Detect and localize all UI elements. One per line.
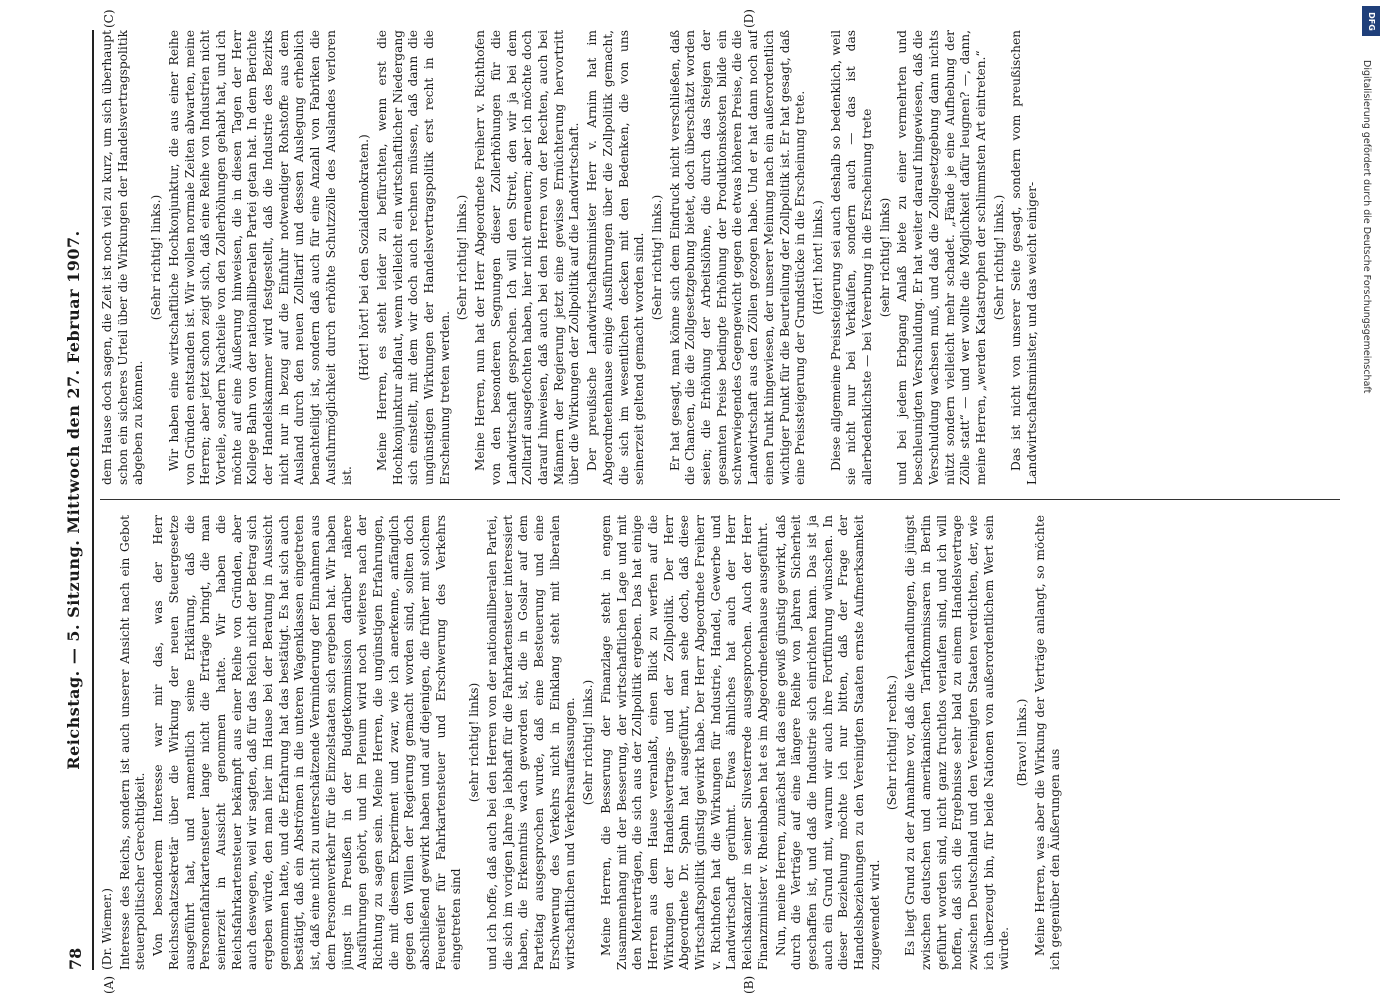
page-number: 78: [66, 947, 85, 970]
left-column-paragraph: (sehr richtig! links): [467, 682, 482, 803]
left-column-paragraph: Nun, meine Herren, zunächst hat das eine gewiß günstig gewirkt, daß durch die Verträge auf eine längere Reihe von Jahren Sicherheit geschaffen ist, und daß die Industrie sich einrichten kann. Das ist ja auch ein Grund mit, warum wir auch ihre Fortführung wünschen. In dieser Beziehung möchte ich nur bitten, daß der Frage der Handelsbeziehungen zu den Vereinigten Staaten ernste Aufmerksamkeit zugewendet wird.: [773, 515, 882, 970]
left-column-paragraph: Meine Herren, was aber die Wirkung der Verträge anlangt, so möchte ich gegenüber den Äußerungen aus: [1032, 515, 1063, 970]
left-column-paragraph: Meine Herren, die Besserung der Finanzlage steht in engem Zusammenhang mit der Besserung, der wirtschaftlichen Lage und mit den Mehrerträgen, die sich aus der Zollpolitik ergeben. Das hat einige Herren aus dem Hause veranlaßt, einen Blick zu werfen auf die Wirkungen der Handelsvertrags- und der Zollpolitik. Der Herr Abgeordnete Dr. Spahn hat ausgeführt, man sehe doch, daß diese Wirtschaftspolitik günstig gewirkt habe. Der Herr Abgeordnete Freiherr v. Richthofen hat die Wirkungen für Industrie, Handel, Gewerbe und Landwirtschaft gerühmt. Etwas ähnliches hat auch der Herr Reichskanzler in seiner Silvesterrede ausgesprochen. Auch der Herr Finanzminister v. Rheinbaben hat es im Abgeordnetenhause ausgeführt.: [598, 515, 770, 970]
left-column-paragraph: Interesse des Reichs, sondern ist auch unserer Ansicht nach ein Gebot steuerpolitischer Gerechtigkeit.: [117, 515, 148, 970]
margin-marker-d: (D): [742, 9, 756, 28]
margin-marker-c: (C): [102, 9, 116, 28]
digitization-note: [1361, 20, 1373, 980]
right-column-paragraph: (Sehr richtig! links.): [455, 194, 470, 321]
right-column-paragraph: (Sehr richtig! links.): [991, 194, 1006, 321]
right-column: [100, 30, 1340, 485]
left-column-paragraph: Es liegt Grund zu der Annahme vor, daß die Verhandlungen, die jüngst zwischen deutschen und amerikanischen Tarifkommissaren in Berlin geführt worden sind, nicht ganz fruchtlos verlaufen sind, und ich will hoffen, daß sich die Ergebnisse sehr bald zu einem Handelsvertrage zwischen Deutschland und den Vereinigten Staaten verdichten, der, wie ich überzeugt bin, für beide Nationen von außerordentlichem Wert sein würde.: [903, 515, 1012, 970]
left-column-paragraph: Von besonderem Interesse war mir das, was der Herr Reichsschatzsekretär über die Wirkung der neuen Steuergesetze ausgeführt hat, und namentlich seine Erklärung, daß die Personenfahrkartensteuer lange nicht die Erträge bringt, die man seinerzeit in Aussicht genommen hatte. Wir haben die Reichsfahrkartensteuer bekämpft aus einer Reihe von Gründen, aber auch deswegen, weil wir sagten, daß für das Reich nicht der Betrag sich ergeben würde, den man hier im Hause bei der Beratung in Aussicht genommen hatte, und die Erfahrung hat das bestätigt. Es hat sich auch bestätigt, daß ein Abströmen in die unteren Wagenklassen eingetreten ist, daß eine nicht zu unterschätzende Verminderung der Einnahmen aus dem Personenverkehr für die Einzelstaaten sich ergeben hat. Wir haben jüngst in Preußen in der Budgetkommission darüber nähere Ausführungen gehört, und im Plenum wird noch weiteres nach der Richtung zu sagen sein. Meine Herren, die ungünstigen Erfahrungen, die mit diesem Experiment und zwar, wie ich anerkenne, anfänglich gegen den Willen der Regierung gemacht worden sind, sollten doch abschließend gewirkt haben und auf diejenigen, die früher mit solchem Feuereifer für Fahrkartensteuer und Erschwerung des Verkehrs eingetreten sind: [151, 515, 464, 970]
right-column-paragraph: Der preußische Landwirtschaftsminister Herr v. Arnim hat im Abgeordnetenhause einige Ausführungen über die Zollpolitik gemacht, die sich im wesentlichen decken mit den Bedenken, die von uns seinerzeit geltend gemacht worden sind.: [585, 30, 647, 485]
column-divider: [100, 499, 1340, 500]
right-column-paragraph: und bei jedem Erbgang Anlaß biete zu einer vermehrten und beschleunigten Verschuldung. Er hat weiter darauf hingewiesen, daß die Verschuldung wachsen muß, und daß die Zollgesetzgebung dann nichts nützt sondern vielleicht mehr schadet. „Fände je eine Aufhebung der Zölle statt“ — und wer wollte die Möglichkeit dafür leugnen? —, dann, meine Herren, „werden Katastrophen der schlimmsten Art eintreten.“: [895, 30, 988, 485]
left-column-paragraph: (Dr. Wiemer.): [100, 887, 114, 970]
right-column-paragraph: (Hört! hört! bei den Sozialdemokraten.): [357, 134, 372, 381]
right-column-paragraph: Wir haben eine wirtschaftliche Hochkonjunktur, die aus einer Reihe von Gründen entstanden ist. Wir wollen normale Zeiten abwarten, meine Herren; aber jetzt schon zeigt sich, daß eine Reihe von Industrien nicht Vorteile, sondern Nachteile von den Zollerhöhungen gehabt hat, und ich möchte auf eine Äußerung hinweisen, die in diesen Tagen der Herr Kollege Bahn von der nationalliberalen Partei getan hat. In dem Berichte der Handelskammer wird festgestellt, daß die Industrie des Bezirks nicht nur in bezug auf die Einfuhr notwendiger Rohstoffe aus dem Ausland durch den neuen Zolltarif und dessen Auslegung erheblich benachteiligt ist, sondern daß auch für eine Anzahl von Fabriken die Ausfuhrmöglichkeit durch erhöhte Schutzzölle des Auslandes verloren ist.: [166, 30, 354, 485]
dfg-logo: DFG: [1362, 6, 1380, 36]
right-column-paragraph: dem Hause doch sagen, die Zeit ist noch viel zu kurz, um sich überhaupt schon ein sicheres Urteil über die Wirkungen der Handelsvertragspolitik abgeben zu können.: [100, 30, 146, 485]
left-column-paragraph: und ich hoffe, daß auch bei den Herren von der nationalliberalen Partei, die sich im vorigen Jahre ja lebhaft für die Fahrkartensteuer interessiert haben, die Erkenntnis wach geworden ist, die in Goslar auf dem Parteitag ausgesprochen wurde, daß eine Besteuerung und eine Erschwerung des Verkehrs nicht in Einklang steht mit liberalen wirtschaftlichen und Verkehrsauffassungen.: [484, 515, 578, 970]
running-head: Reichstag. — 5. Sitzung. Mittwoch den 27. Februar 1907.: [64, 230, 83, 770]
digitization-text: Digitalisierung gefördert durch die Deutsche Forschungsgemeinschaft: [1361, 60, 1372, 394]
left-column: [100, 515, 1340, 970]
right-column-paragraph: (sehr richtig! links): [877, 197, 892, 318]
right-column-paragraph: Meine Herren, nun hat der Herr Abgeordnete Freiherr v. Richthofen von den besonderen Segnungen dieser Zollerhöhungen für die Landwirtschaft gesprochen. Ich will den Streit, den wir ja bei dem Zolltarif ausgefochten haben, hier nicht erneuern; aber ich möchte doch darauf hinweisen, daß auch bei den Herren von der Rechten, auch bei Männern der Regierung jetzt eine gewisse Ernüchterung hervortritt über die Wirkungen der Zollpolitik auf die Landwirtschaft.: [473, 30, 582, 485]
right-column-paragraph: (Hört! hört! links.): [810, 200, 825, 315]
right-column-paragraph: Diese allgemeine Preissteigerung sei auch deshalb so bedenklich, weil sie nicht nur bei Verkäufen, sondern auch — das ist das allerbedenklichste — bei Vererbung in die Erscheinung trete: [828, 30, 875, 485]
right-column-paragraph: Das ist nicht von unserer Seite gesagt, sondern vom preußischen Landwirtschaftsminister, und das weicht einiger-: [1009, 30, 1040, 485]
right-column-paragraph: Er hat gesagt, man könne sich dem Eindruck nicht verschließen, daß die Chancen, die die Zollgesetzgebung bietet, doch überschätzt worden seien; die Erhöhung der Arbeitslöhne, die durch das Steigen der gesamten Preise bedingte Erhöhung der Produktionskosten bilde ein schwerwiegendes Gegengewicht gegen die etwas höheren Preise, die die Landwirtschaft aus den Zöllen gezogen habe. Und er hat dann noch auf einen Punkt hingewiesen, der unserer Meinung nach ein außerordentlich wichtiger Punkt für die Beurteilung der Zollpolitik ist. Er hat gesagt, daß eine Preissteigerung der Grundstücke in die Erscheinung trete.: [667, 30, 808, 485]
left-column-paragraph: (Sehr richtig! links.): [581, 679, 596, 806]
page-header: [62, 30, 90, 970]
left-column-paragraph: (Bravo! links.): [1015, 698, 1030, 787]
header-rule: [92, 30, 94, 970]
document-page: [62, 0, 1352, 1000]
left-column-paragraph: (Sehr richtig! rechts.): [885, 674, 900, 811]
right-column-paragraph: Meine Herren, es steht leider zu befürchten, wenn erst die Hochkonjunktur abflaut, wenn vielleicht ein wirtschaftlicher Niedergang sich einstellt, mit dem wir doch auch rechnen müssen, daß dann die ungünstigen Wirkungen der Handelsvertragspolitik erst recht in die Erscheinung treten werden.: [374, 30, 452, 485]
margin-marker-b: (B): [742, 975, 756, 994]
margin-marker-a: (A): [102, 975, 116, 994]
right-column-paragraph: (Sehr richtig! links.): [649, 194, 664, 321]
right-column-paragraph: (Sehr richtig! links.): [149, 194, 164, 321]
